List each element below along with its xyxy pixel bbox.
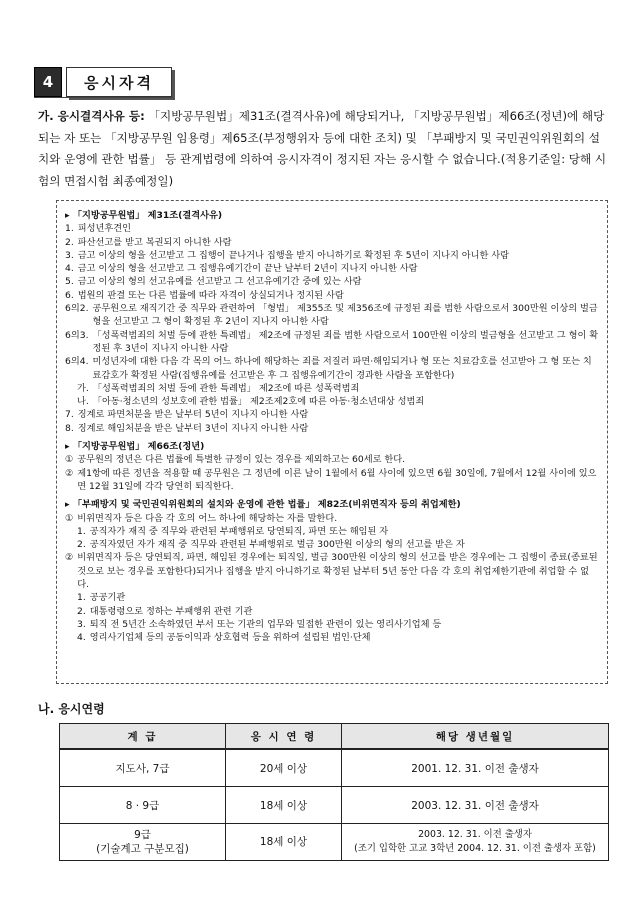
law-excerpt-box bbox=[56, 200, 608, 684]
list-item-text: 「성폭력범죄의 처벌 등에 관한 특례법」 제2조에 따른 성폭력범죄 bbox=[92, 382, 360, 394]
table-row bbox=[60, 824, 609, 861]
list-item bbox=[65, 453, 599, 466]
list-item-number: 1. bbox=[77, 525, 86, 537]
list-item-text: 금고 이상의 형을 선고받고 그 집행이 끝나거나 집행을 받지 아니하기로 확정된 후 5년이 지나지 아니한 사람 bbox=[77, 249, 510, 261]
list-item-text: 제1항에 따른 정년을 적용할 때 공무원은 그 정년에 이른 날이 1월에서 6월 사이에 있으면 6월 30일에, 7월에서 12월 사이에 있으면 12월 31일에 각각 당연히 퇴직한다. bbox=[77, 467, 597, 492]
list-item-text: 대통령령으로 정하는 부패행위 관련 기관 bbox=[89, 605, 253, 617]
law-heading-31: ▸ 「지방공무원법」 제31조(결격사유) bbox=[65, 210, 223, 221]
cell-grade-line1: 9급 bbox=[134, 829, 151, 841]
cell-birth-line1: 2003. 12. 31. 이전 출생자 bbox=[418, 829, 532, 840]
list-item bbox=[65, 289, 599, 302]
list-item bbox=[65, 249, 599, 262]
list-item-text: 비위면직자 등은 당연퇴직, 파면, 해임된 경우에는 퇴직일, 벌금 300만원 이상의 형의 선고를 받은 경우에는 그 집행이 종료(종료된 것으로 보는 경우를 포함한다)되거나 집행을 받지 아니하기로 확정된 날부터 5년 동안 다음 각 호의 취업제한기관에 취업할 수 없다. bbox=[77, 552, 598, 591]
list-item-text: 공직자가 재직 중 직무와 관련된 부패행위로 당연퇴직, 파면 또는 해임된 자 bbox=[89, 525, 389, 537]
list-item-number: 6의4. bbox=[65, 356, 89, 368]
cell-grade: 지도사, 7급 bbox=[60, 749, 226, 787]
list-item bbox=[65, 408, 599, 421]
section-header bbox=[34, 67, 172, 97]
cell-grade: 8 · 9급 bbox=[60, 787, 226, 824]
list-item bbox=[65, 591, 599, 604]
list-item-text: 금고 이상의 형을 선고받고 그 집행유예기간이 끝난 날부터 2년이 지나지 아니한 사람 bbox=[77, 263, 418, 275]
law-31-list bbox=[65, 222, 599, 435]
list-item-number: ② bbox=[65, 467, 74, 479]
age-table bbox=[59, 723, 609, 861]
list-item-number: 3. bbox=[65, 249, 74, 261]
list-item-text: 파산선고를 받고 복권되지 아니한 사람 bbox=[77, 236, 232, 248]
list-item-number: 2. bbox=[77, 539, 86, 551]
age-section-title: 나. 응시연령 bbox=[38, 702, 105, 716]
table-row bbox=[60, 749, 609, 787]
list-item bbox=[65, 262, 599, 275]
list-item bbox=[65, 355, 599, 382]
para-a-lead: 가. 응시결격사유 등: bbox=[38, 109, 145, 123]
col-birth: 해당 생년월일 bbox=[342, 724, 609, 750]
list-item bbox=[65, 382, 599, 395]
section-number: 4 bbox=[34, 67, 62, 97]
list-item bbox=[65, 467, 599, 494]
list-item bbox=[65, 618, 599, 631]
cell-age: 20세 이상 bbox=[226, 749, 342, 787]
list-item-text: 미성년자에 대한 다음 각 목의 어느 하나에 해당하는 죄를 저질러 파면·해임되거나 형 또는 치료감호를 선고받아 그 형 또는 치료감호가 확정된 사람(집행유예를 선고받은 후 그 집행유예기간이 경과한 사람을 포함한다) bbox=[92, 356, 592, 381]
list-item-text: 공무원으로 재직기간 중 직무와 관련하여 「형법」 제355조 및 제356조에 규정된 죄를 범한 사람으로서 300만원 이상의 벌금형을 선고받고 그 형이 확정된 후 2년이 지나지 아니한 사람 bbox=[92, 303, 598, 328]
eligibility-paragraph bbox=[38, 106, 610, 192]
list-item-text: 징계로 해임처분을 받은 날부터 3년이 지나지 아니한 사람 bbox=[77, 422, 309, 434]
list-item bbox=[65, 631, 599, 644]
col-grade: 계 급 bbox=[60, 724, 226, 750]
list-item-number: ① bbox=[65, 454, 74, 466]
cell-grade-line2: (기술계고 구분모집) bbox=[96, 843, 189, 855]
section-rule bbox=[34, 97, 174, 98]
list-item-number: 2. bbox=[65, 236, 74, 248]
list-item bbox=[65, 222, 599, 235]
list-item-number: 6의3. bbox=[65, 329, 89, 341]
para-a-body: 「지방공무원법」제31조(결격사유)에 해당되거나, 「지방공무원법」제66조(정년)에 해당되는 자 또는 「지방공무원 임용령」제65조(부정행위자 등에 대한 조치) 및 「부패방지 및 국민권익위원회의 설치와 운영에 관한 법률」 등 관계법령에 의하여 응시자격이 정지된 자는 응시할 수 없습니다.(적용기준일: 당해 시험의 면접시험 최종예정일) bbox=[38, 109, 607, 188]
list-item-number: 6의2. bbox=[65, 303, 89, 315]
list-item-number: 4. bbox=[77, 632, 86, 644]
list-item-number: ① bbox=[65, 512, 74, 524]
list-item-text: 징계로 파면처분을 받은 날부터 5년이 지나지 아니한 사람 bbox=[77, 409, 309, 421]
list-item-number: 가. bbox=[77, 382, 89, 394]
table-row bbox=[60, 787, 609, 824]
list-item-number: 3. bbox=[77, 618, 86, 630]
list-item bbox=[65, 329, 599, 356]
list-item bbox=[65, 605, 599, 618]
cell-birth bbox=[342, 824, 609, 861]
list-item-text: 퇴직 전 5년간 소속하였던 부서 또는 기관의 업무와 밀접한 관련이 있는 영리사기업체 등 bbox=[89, 618, 442, 630]
section-title: 응시자격 bbox=[66, 67, 172, 97]
list-item-number: 5. bbox=[65, 276, 74, 288]
list-item-text: 공무원의 정년은 다른 법률에 특별한 규정이 있는 경우를 제외하고는 60세로 한다. bbox=[77, 454, 406, 466]
list-item bbox=[65, 302, 599, 329]
list-item bbox=[65, 395, 599, 408]
list-item bbox=[65, 538, 599, 551]
list-item-number: 1. bbox=[77, 592, 86, 604]
law-66-list bbox=[65, 453, 599, 493]
law-82-list bbox=[65, 512, 599, 645]
list-item-number: 2. bbox=[77, 605, 86, 617]
list-item-text: 금고 이상의 형의 선고유예를 선고받고 그 선고유예기간 중에 있는 사람 bbox=[77, 276, 362, 288]
list-item-text: 법원의 판결 또는 다른 법률에 따라 자격이 상실되거나 정지된 사람 bbox=[77, 289, 344, 301]
list-item-text: 공공기관 bbox=[89, 592, 126, 604]
list-item-text: 피성년후견인 bbox=[77, 223, 132, 235]
law-heading-82: ▸ 「부패방지 및 국민권익위원회의 설치와 운영에 관한 법률」 제82조(비위면직자 등의 취업제한) bbox=[65, 499, 461, 511]
cell-birth: 2003. 12. 31. 이전 출생자 bbox=[342, 787, 609, 824]
list-item-number: 8. bbox=[65, 422, 74, 434]
list-item-number: ② bbox=[65, 552, 74, 564]
law-heading-66: ▸ 「지방공무원법」 제66조(정년) bbox=[65, 441, 205, 453]
list-item-number: 나. bbox=[77, 396, 89, 408]
list-item-number: 7. bbox=[65, 409, 74, 421]
list-item-text: 영리사기업체 등의 공동이익과 상호협력 등을 위하여 설립된 법인·단체 bbox=[89, 632, 371, 644]
list-item-number: 4. bbox=[65, 263, 74, 275]
cell-age: 18세 이상 bbox=[226, 824, 342, 861]
cell-birth: 2001. 12. 31. 이전 출생자 bbox=[342, 749, 609, 787]
list-item bbox=[65, 512, 599, 525]
list-item-text: 공직자였던 자가 재직 중 직무와 관련된 부패행위로 벌금 300만원 이상의 형의 선고를 받은 자 bbox=[89, 539, 465, 551]
list-item-number: 1. bbox=[65, 223, 74, 235]
cell-grade bbox=[60, 824, 226, 861]
col-age: 응 시 연 령 bbox=[226, 724, 342, 750]
list-item-number: 6. bbox=[65, 289, 74, 301]
list-item bbox=[65, 275, 599, 288]
cell-age: 18세 이상 bbox=[226, 787, 342, 824]
cell-birth-line2: (조기 입학한 고교 3학년 2004. 12. 31. 이전 출생자 포함) bbox=[354, 843, 596, 854]
list-item bbox=[65, 236, 599, 249]
list-item-text: 「성폭력범죄의 처벌 등에 관한 특례법」 제2조에 규정된 죄를 범한 사람으로서 100만원 이상의 벌금형을 선고받고 그 형이 확정된 후 3년이 지나지 아니한 사람 bbox=[92, 329, 599, 354]
list-item-text: 「아동·청소년의 성보호에 관한 법률」 제2조제2호에 따른 아동·청소년대상 성범죄 bbox=[92, 396, 425, 408]
list-item bbox=[65, 422, 599, 435]
list-item-text: 비위면직자 등은 다음 각 호의 어느 하나에 해당하는 자를 말한다. bbox=[77, 512, 338, 524]
list-item bbox=[65, 551, 599, 591]
list-item bbox=[65, 525, 599, 538]
